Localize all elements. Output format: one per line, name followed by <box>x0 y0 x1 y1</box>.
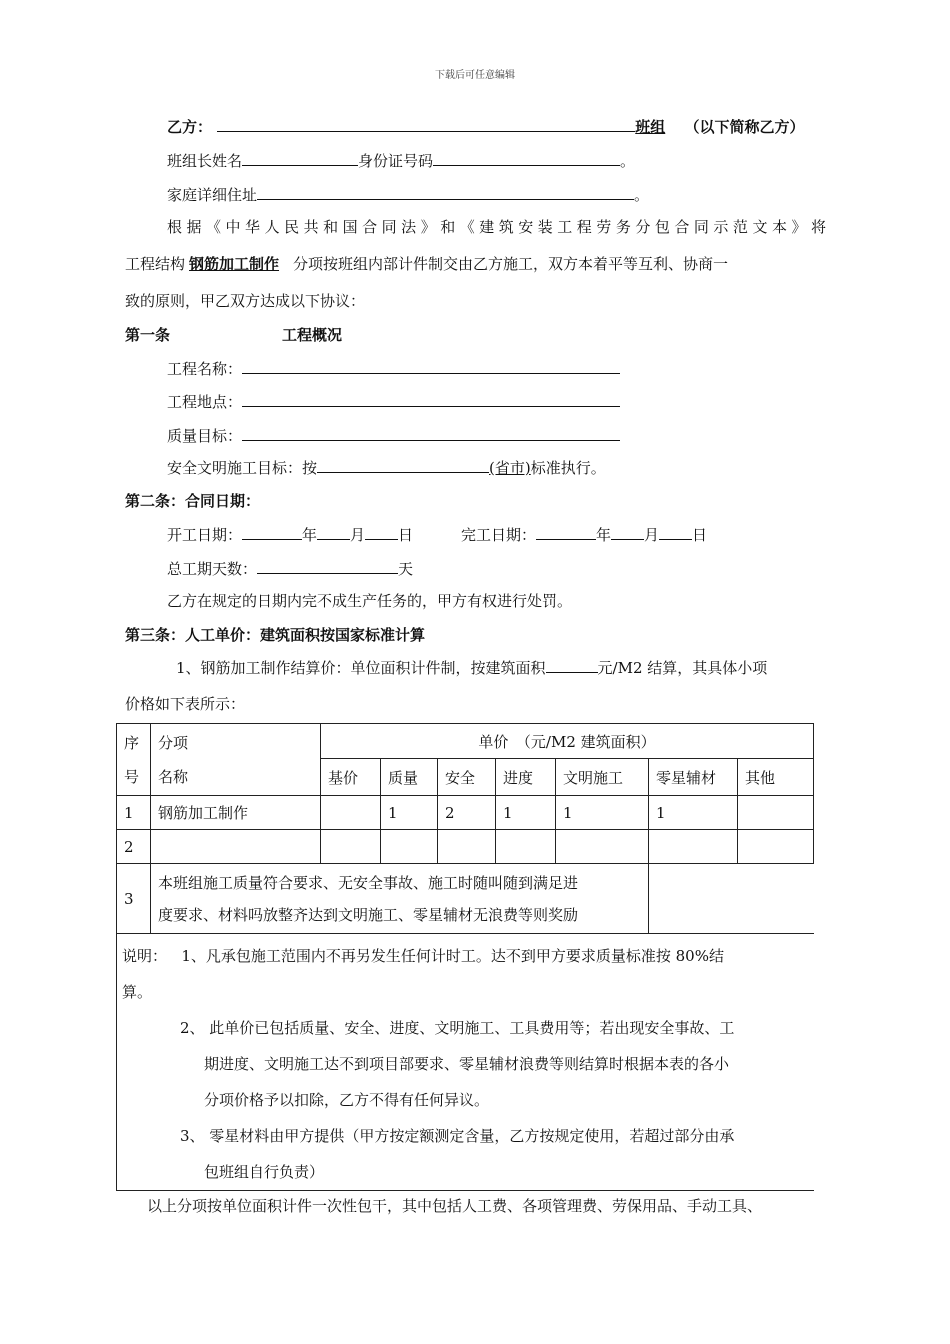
start-year-blank[interactable] <box>242 523 302 540</box>
row3-text-2: 度要求、材料吗放整齐达到文明施工、零星辅材无浪费等则奖励 <box>158 905 579 924</box>
row1-base <box>321 796 381 830</box>
row1-progress: 1 <box>496 796 556 830</box>
price-table <box>116 723 814 1191</box>
end-day-unit: 日 <box>692 526 708 544</box>
total-days-line <box>167 557 413 579</box>
row2-civilized <box>556 830 649 864</box>
row2-materials <box>649 830 738 864</box>
col-item-1: 分项 <box>158 733 189 752</box>
address-line <box>167 183 649 205</box>
start-year-unit: 年 <box>302 526 318 544</box>
leader-id-label: 身份证号码 <box>358 152 434 170</box>
sub-header-quality: 质量 <box>381 759 438 796</box>
col-seq-2: 号 <box>124 767 140 786</box>
sub-header-civilized: 文明施工 <box>556 759 649 796</box>
project-location-label: 工程地点： <box>167 393 243 411</box>
row1-other <box>738 796 814 830</box>
article1-title: 工程概况 <box>282 326 343 344</box>
notes-cell <box>117 934 814 1191</box>
address-blank[interactable] <box>257 183 634 200</box>
note2-line3: 分项价格予以扣除，乙方不得有任何异议。 <box>204 1091 490 1109</box>
item1-line <box>176 656 767 678</box>
row3-seq: 3 <box>117 864 151 934</box>
intro-line-1: 根据《中华人民共和国合同法》和《建筑安装工程劳务分包合同示范文本》将 <box>167 218 826 236</box>
work-item: 钢筋加工制作 <box>189 255 280 273</box>
intro-line-2-pre: 工程结构 <box>125 255 186 273</box>
note3-line1: 3、 零星材料由甲方提供（甲方按定额测定含量，乙方按规定使用，若超过部分由承 <box>180 1127 735 1145</box>
article2-title: 第二条：合同日期： <box>125 492 261 510</box>
item1-post: 元/M2 结算，其具体小项 <box>597 659 768 677</box>
page-header: 下载后可任意编辑 <box>435 70 515 81</box>
project-location-blank[interactable] <box>242 390 620 407</box>
sub-header-materials: 零星辅材 <box>649 759 738 796</box>
project-name-blank[interactable] <box>242 357 620 374</box>
row2-other <box>738 830 814 864</box>
sub-header-other: 其他 <box>738 759 814 796</box>
start-day-blank[interactable] <box>365 523 398 540</box>
row3-empty <box>649 864 814 934</box>
note3-line2: 包班组自行负责） <box>204 1163 325 1181</box>
end-date-label: 完工日期： <box>461 526 537 544</box>
sub-header-progress: 进度 <box>496 759 556 796</box>
row1-civilized: 1 <box>556 796 649 830</box>
intro-line-2-post: 分项按班组内部计件制交由乙方施工，双方本着平等互利、协商一 <box>293 255 729 273</box>
total-days-unit: 天 <box>398 560 414 578</box>
end-month-unit: 月 <box>644 526 660 544</box>
row2-safety <box>438 830 496 864</box>
party-b-note: （以下简称乙方） <box>684 118 805 136</box>
quality-target-blank[interactable] <box>242 424 620 441</box>
safety-target-line <box>167 456 606 478</box>
party-b-label: 乙方： <box>167 118 213 136</box>
party-b-suffix: 班组 <box>635 118 666 136</box>
row1-materials: 1 <box>649 796 738 830</box>
project-location-line <box>167 390 620 412</box>
item1-line-2: 价格如下表所示： <box>125 695 246 713</box>
price-header: 单价 （元/M2 建筑面积） <box>321 724 814 759</box>
start-date-line <box>167 523 413 545</box>
leader-name-label: 班组长姓名 <box>167 152 243 170</box>
party-b-line <box>167 115 805 137</box>
intro-line-3: 致的原则，甲乙双方达成以下协议： <box>125 292 366 310</box>
sub-header-safety: 安全 <box>438 759 496 796</box>
col-seq-header <box>117 724 151 796</box>
intro-line-2 <box>125 253 826 274</box>
start-month-unit: 月 <box>350 526 366 544</box>
end-year-unit: 年 <box>596 526 612 544</box>
start-month-blank[interactable] <box>317 523 350 540</box>
leader-line <box>167 149 635 171</box>
row2-seq: 2 <box>117 830 151 864</box>
note2-line1: 2、 此单价已包括质量、安全、进度、文明施工、工具费用等；若出现安全事故、工 <box>180 1019 735 1037</box>
article3-title: 第三条：人工单价：建筑面积按国家标准计算 <box>125 626 426 644</box>
row1-seq: 1 <box>117 796 151 830</box>
penalty-line: 乙方在规定的日期内完不成生产任务的，甲方有权进行处罚。 <box>167 592 573 610</box>
item1-price-blank[interactable] <box>546 656 598 673</box>
project-name-line <box>167 357 620 379</box>
row3-text <box>151 864 649 934</box>
note1-line2: 算。 <box>122 983 153 1001</box>
start-day-unit: 日 <box>398 526 414 544</box>
row2-name <box>151 830 321 864</box>
end-date-line <box>461 523 707 545</box>
table-row <box>117 830 814 864</box>
closing-line: 以上分项按单位面积计件一次性包干，其中包括人工费、各项管理费、劳保用品、手动工具、 <box>147 1197 763 1215</box>
start-date-label: 开工日期： <box>167 526 243 544</box>
leader-end: 。 <box>620 152 636 170</box>
safety-target-post: 标准执行。 <box>530 459 606 477</box>
article1-number: 第一条 <box>125 326 171 344</box>
total-days-blank[interactable] <box>257 557 398 574</box>
row2-progress <box>496 830 556 864</box>
project-name-label: 工程名称： <box>167 360 243 378</box>
note1-line1: 1、凡承包施工范围内不再另发生任何计时工。达不到甲方要求质量标准按 80%结 <box>181 947 724 965</box>
col-item-2: 名称 <box>158 767 189 786</box>
leader-name-blank[interactable] <box>242 149 358 166</box>
row1-name: 钢筋加工制作 <box>151 796 321 830</box>
item1-pre: 1、钢筋加工制作结算价：单位面积计件制，按建筑面积 <box>176 659 546 677</box>
address-label: 家庭详细住址 <box>167 186 258 204</box>
row2-base <box>321 830 381 864</box>
row1-safety: 2 <box>438 796 496 830</box>
note1 <box>122 938 808 974</box>
safety-target-blank[interactable] <box>317 456 489 473</box>
table-row <box>117 796 814 830</box>
end-year-blank[interactable] <box>536 523 596 540</box>
col-item-header <box>151 724 321 796</box>
sub-header-base: 基价 <box>321 759 381 796</box>
col-seq-1: 序 <box>124 733 140 752</box>
safety-target-pre: 安全文明施工目标：按 <box>167 459 318 477</box>
safety-target-mid: (省市) <box>489 459 531 477</box>
table-row <box>117 864 814 934</box>
note2-line2: 期进度、文明施工达不到项目部要求、零星辅材浪费等则结算时根据本表的各小 <box>204 1055 730 1073</box>
end-month-blank[interactable] <box>611 523 644 540</box>
notes-label: 说明： <box>122 947 168 965</box>
quality-target-label: 质量目标： <box>167 427 243 445</box>
row1-quality: 1 <box>381 796 438 830</box>
quality-target-line <box>167 424 620 446</box>
row3-text-1: 本班组施工质量符合要求、无安全事故、施工时随叫随到满足进 <box>158 873 579 892</box>
leader-id-blank[interactable] <box>433 149 620 166</box>
address-end: 。 <box>634 186 650 204</box>
total-days-label: 总工期天数： <box>167 560 258 578</box>
row2-quality <box>381 830 438 864</box>
end-day-blank[interactable] <box>659 523 692 540</box>
party-b-blank[interactable] <box>217 115 635 132</box>
